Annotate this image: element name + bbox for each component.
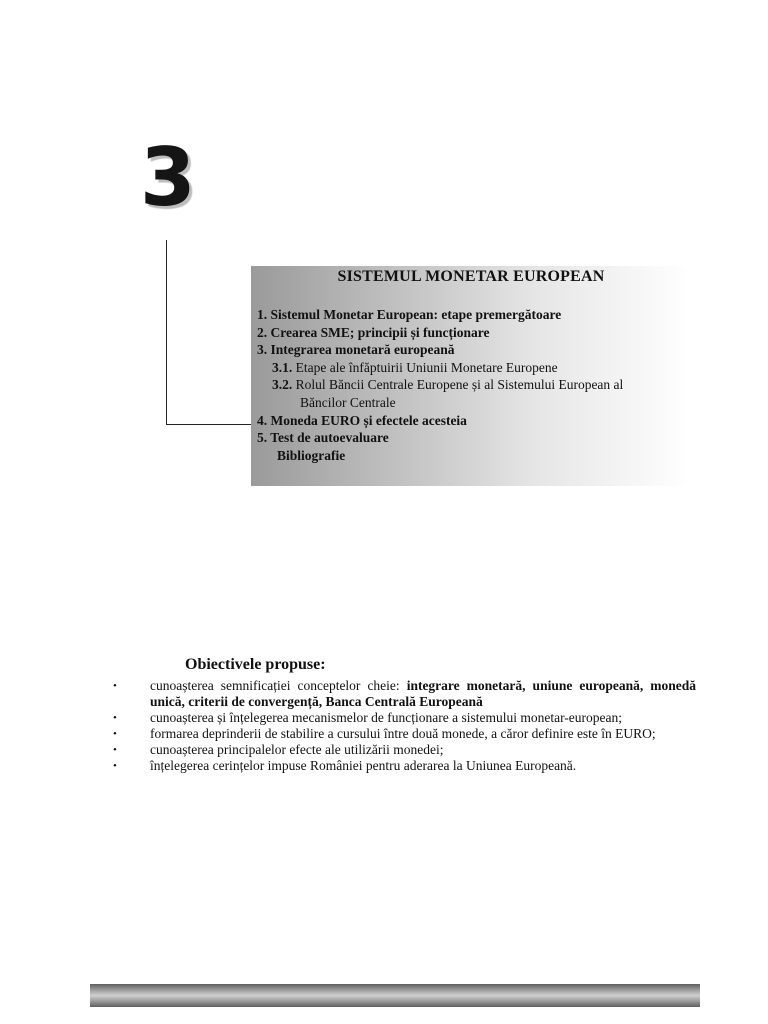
toc-item-number: 2. — [257, 324, 268, 340]
toc-list — [257, 306, 685, 464]
toc-item-3-2 — [257, 376, 685, 411]
toc-item-number: 3.1. — [272, 359, 293, 375]
objective-keywords: integrare monetară, uniune europeană, monedă unică, criterii de convergență, Banca Centrală Europeană — [150, 678, 696, 709]
bullet-icon: • — [113, 728, 117, 740]
bullet-icon: • — [113, 712, 117, 724]
connector-horizontal-line — [166, 424, 260, 425]
bullet-icon: • — [113, 760, 117, 772]
toc-item-text: Crearea SME; principii și funcționare — [270, 324, 490, 340]
footer-bar — [90, 984, 700, 1007]
toc-item-1 — [257, 306, 685, 324]
toc-item-2 — [257, 324, 685, 342]
objective-text: cunoașterea principalelor efecte ale utilizării monedei; — [150, 742, 444, 757]
objective-text: formarea deprinderii de stabilire a cursului între două monede, a căror definire este în EURO; — [150, 726, 656, 741]
toc-item-number: 5. — [257, 430, 268, 446]
toc-item-text: Bibliografie — [277, 447, 346, 463]
objective-item — [113, 726, 696, 742]
toc-title: SISTEMUL MONETAR EUROPEAN — [337, 268, 605, 285]
bullet-icon: • — [113, 680, 117, 692]
toc-item-3 — [257, 341, 685, 359]
toc-item-text-continued: Băncilor Centrale — [300, 394, 396, 410]
toc-item-bibliography — [257, 447, 685, 465]
objective-text: cunoașterea semnificației conceptelor cheie: — [150, 678, 407, 693]
connector-vertical-line — [166, 240, 167, 425]
objective-item — [113, 710, 696, 726]
toc-box — [251, 266, 691, 486]
bullet-icon: • — [113, 744, 117, 756]
toc-item-3-1 — [257, 359, 685, 377]
toc-item-number: 4. — [257, 412, 268, 428]
objective-item — [113, 678, 696, 710]
toc-item-text: Moneda EURO și efectele acesteia — [270, 412, 467, 428]
toc-item-text: Etape ale înfăptuirii Uniunii Monetare Europene — [295, 359, 558, 375]
toc-item-text: Integrarea monetară europeană — [270, 342, 455, 358]
toc-item-number: 1. — [257, 307, 268, 322]
toc-item-text: Test de autoevaluare — [270, 430, 389, 446]
chapter-number: 3 — [140, 131, 196, 224]
objective-item — [113, 742, 696, 758]
toc-item-number: 3. — [257, 342, 268, 358]
objectives-heading: Obiectivele propuse: — [185, 656, 326, 673]
toc-item-text: Rolul Băncii Centrale Europene și al Sistemului European al — [295, 377, 624, 393]
toc-item-text: Sistemul Monetar European: etape premergătoare — [270, 307, 562, 322]
objective-text: înțelegerea cerințelor impuse României pentru aderarea la Uniunea Europeană. — [150, 758, 577, 773]
objective-item — [113, 758, 696, 774]
objectives-list — [113, 678, 696, 774]
toc-item-number: 3.2. — [272, 377, 293, 393]
toc-item-4 — [257, 412, 685, 430]
objective-text: cunoașterea și înțelegerea mecanismelor de funcționare a sistemului monetar-european; — [150, 710, 623, 725]
toc-item-5 — [257, 429, 685, 447]
